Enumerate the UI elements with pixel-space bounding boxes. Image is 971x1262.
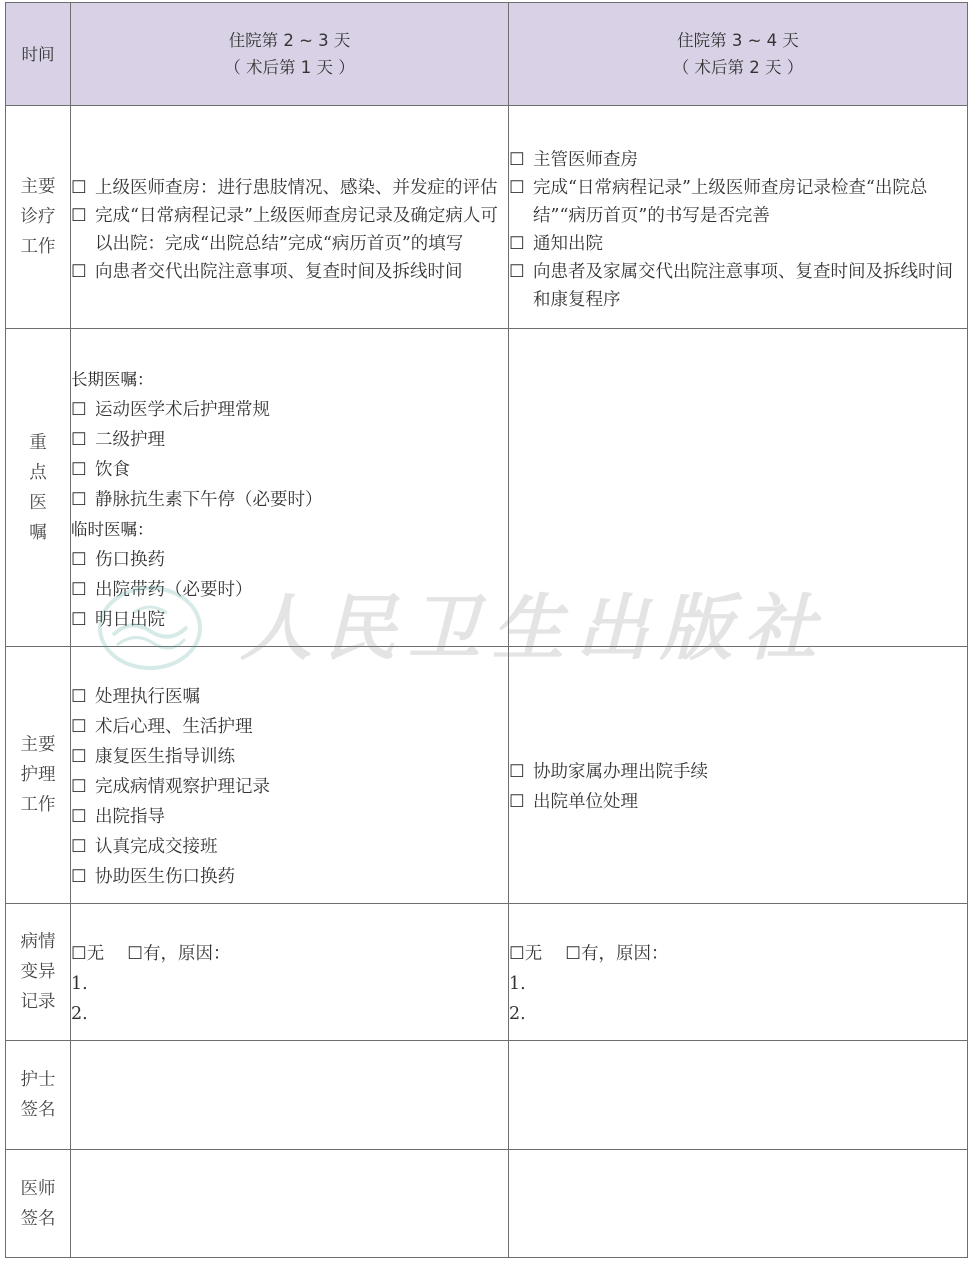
checklist-item: ☐ 上级医师查房：进行患肢情况、感染、并发症的评估 xyxy=(71,174,508,202)
day-3-4-header: 住院第 3 ~ 4 天 （ 术后第 2 天 ） xyxy=(509,3,968,106)
order-item: ☐ 饮食 xyxy=(71,455,508,485)
diagnosis-label: 主要 诊疗 工作 xyxy=(6,106,71,329)
orders-day-3-4 xyxy=(509,329,968,647)
checkbox-icon: ☐ xyxy=(509,234,525,254)
nursing-item: ☐ 协助家属办理出院手续 xyxy=(509,757,967,787)
nursing-label: 主要 护理 工作 xyxy=(6,647,71,904)
diagnosis-day-2-3 xyxy=(71,106,509,329)
variation-options: ☐无 ☐有，原因： xyxy=(71,944,231,964)
watermark-text: 人民卫生出版社 xyxy=(240,585,829,670)
checkbox-icon: ☐ xyxy=(71,807,87,827)
order-item: ☐ 出院带药（必要时） xyxy=(71,575,508,605)
nurse-signature-label: 护士 签名 xyxy=(6,1041,71,1150)
day-2-3-header: 住院第 2 ~ 3 天 （ 术后第 1 天 ） xyxy=(71,3,509,106)
diagnosis-day-3-4 xyxy=(509,106,968,329)
variation-options: ☐无 ☐有，原因： xyxy=(509,944,669,964)
variation-day-2-3 xyxy=(71,904,509,1041)
checkbox-icon: ☐ xyxy=(71,178,87,198)
orders-label: 重 点 医 嘱 xyxy=(6,329,71,647)
order-item: ☐ 静脉抗生素下午停（必要时） xyxy=(71,485,508,515)
checkbox-icon: ☐ xyxy=(71,549,87,570)
nurse-signature-day-3-4 xyxy=(509,1041,968,1150)
checkbox-icon: ☐ xyxy=(71,609,87,630)
temporary-orders-title: 临时医嘱： xyxy=(71,519,154,539)
nursing-item: ☐ 协助医生伤口换药 xyxy=(71,862,508,892)
nursing-item: ☐ 认真完成交接班 xyxy=(71,832,508,862)
checkbox-icon: ☐ xyxy=(71,489,87,510)
checkbox-icon: ☐ xyxy=(71,867,87,887)
checkbox-icon: ☐ xyxy=(71,429,87,450)
variation-line-2: 2. xyxy=(71,1004,88,1024)
nursing-item: ☐ 完成病情观察护理记录 xyxy=(71,772,508,802)
order-item: ☐ 明日出院 xyxy=(71,605,508,635)
doctor-signature-label: 医师 签名 xyxy=(6,1150,71,1258)
variation-line-1: 1. xyxy=(509,974,526,994)
checkbox-icon: ☐ xyxy=(71,399,87,420)
nursing-item: ☐ 出院单位处理 xyxy=(509,787,967,817)
checklist-item: ☐ 向患者交代出院注意事项、复查时间及拆线时间 xyxy=(71,258,508,286)
variation-line-2: 2. xyxy=(509,1004,526,1024)
checkbox-icon: ☐ xyxy=(71,837,87,857)
nursing-item: ☐ 出院指导 xyxy=(71,802,508,832)
nursing-item: ☐ 术后心理、生活护理 xyxy=(71,712,508,742)
order-item: ☐ 运动医学术后护理常规 xyxy=(71,395,508,425)
order-item: ☐ 伤口换药 xyxy=(71,545,508,575)
doctor-signature-day-3-4 xyxy=(509,1150,968,1258)
variation-line-1: 1. xyxy=(71,974,88,994)
nursing-day-2-3 xyxy=(71,647,509,904)
checklist-item: ☐ 完成“日常病程记录”上级医师查房记录及确定病人可以出院：完成“出院总结”完成“病历首页”的填写 xyxy=(71,202,508,258)
checkbox-icon: ☐ xyxy=(509,262,525,282)
checkbox-icon: ☐ xyxy=(509,178,525,198)
checkbox-icon: ☐ xyxy=(71,459,87,480)
time-header: 时间 xyxy=(6,3,71,106)
doctor-signature-row xyxy=(6,1150,968,1258)
checkbox-icon: ☐ xyxy=(71,717,87,737)
checklist-item: ☐ 通知出院 xyxy=(509,230,967,258)
checklist-item: ☐ 向患者及家属交代出院注意事项、复查时间及拆线时间和康复程序 xyxy=(509,258,967,314)
variation-label: 病情 变异 记录 xyxy=(6,904,71,1041)
checkbox-icon: ☐ xyxy=(509,762,525,782)
checkbox-icon: ☐ xyxy=(509,792,525,812)
nursing-day-3-4 xyxy=(509,647,968,904)
nurse-signature-day-2-3 xyxy=(71,1041,509,1150)
nursing-row xyxy=(6,647,968,904)
header-row xyxy=(6,3,968,106)
nursing-item: ☐ 康复医生指导训练 xyxy=(71,742,508,772)
orders-day-2-3 xyxy=(71,329,509,647)
checkbox-icon: ☐ xyxy=(71,687,87,707)
checkbox-icon: ☐ xyxy=(509,150,525,170)
checkbox-icon: ☐ xyxy=(71,206,87,226)
nurse-signature-row xyxy=(6,1041,968,1150)
nursing-item: ☐ 处理执行医嘱 xyxy=(71,682,508,712)
clinical-pathway-table xyxy=(5,2,968,1258)
checkbox-icon: ☐ xyxy=(71,579,87,600)
checklist-item: ☐ 主管医师查房 xyxy=(509,146,967,174)
checklist-item: ☐ 完成“日常病程记录”上级医师查房记录检查“出院总结”“病历首页”的书写是否完善 xyxy=(509,174,967,230)
diagnosis-row xyxy=(6,106,968,329)
variation-day-3-4 xyxy=(509,904,968,1041)
orders-row xyxy=(6,329,968,647)
checkbox-icon: ☐ xyxy=(71,777,87,797)
order-item: ☐ 二级护理 xyxy=(71,425,508,455)
doctor-signature-day-2-3 xyxy=(71,1150,509,1258)
long-term-orders-title: 长期医嘱： xyxy=(71,369,154,389)
checkbox-icon: ☐ xyxy=(71,262,87,282)
checkbox-icon: ☐ xyxy=(71,747,87,767)
variation-row xyxy=(6,904,968,1041)
